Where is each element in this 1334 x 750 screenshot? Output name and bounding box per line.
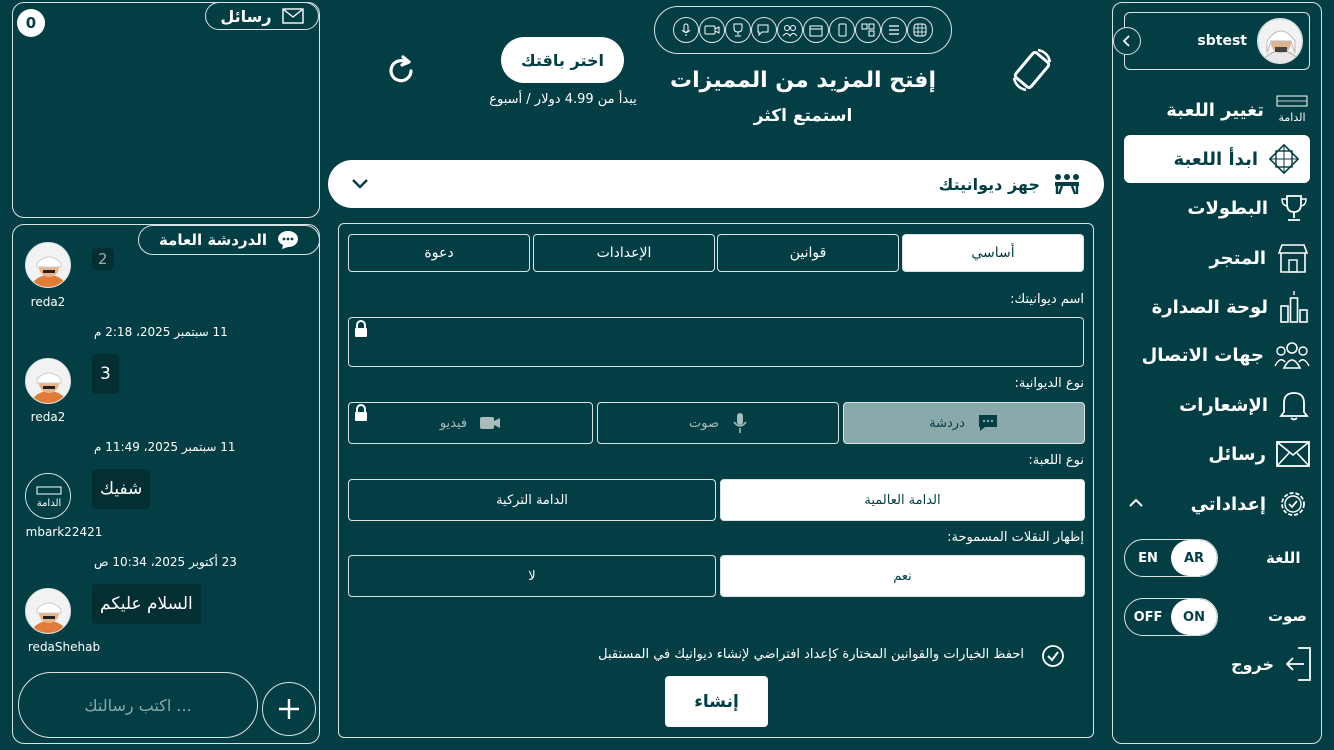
- qr-icon: [855, 17, 881, 43]
- gear-icon: [1276, 487, 1310, 521]
- logout-icon: [1284, 646, 1314, 682]
- chat-username[interactable]: reda2: [30, 410, 66, 424]
- grid-icon: [907, 17, 933, 43]
- sound-option-on[interactable]: ON: [1171, 599, 1217, 635]
- choose-plan-button[interactable]: اختر باقتك: [501, 37, 624, 83]
- group-icon: [777, 17, 803, 43]
- language-label: اللغة: [1266, 549, 1301, 567]
- messages-title: رسائل: [220, 6, 272, 26]
- sound-toggle[interactable]: [1124, 598, 1218, 636]
- logout-button[interactable]: [1220, 645, 1314, 683]
- plus-icon: [277, 697, 301, 721]
- promo-price: يبدأ من 4.99 دولار / أسبوع: [489, 92, 637, 107]
- messages-header[interactable]: [205, 2, 319, 30]
- language-toggle[interactable]: [1124, 539, 1218, 577]
- chat-bubble-icon: [277, 230, 299, 250]
- sidebar-item-label: جهات الاتصال: [1141, 344, 1264, 366]
- logout-label: خروج: [1231, 654, 1274, 674]
- sidebar-item-store[interactable]: [1124, 234, 1310, 282]
- trophy-icon: [1278, 192, 1310, 224]
- profile-username: sbtest: [1197, 33, 1247, 49]
- language-option-ar[interactable]: AR: [1171, 540, 1217, 576]
- tab-settings[interactable]: الإعدادات: [533, 234, 715, 272]
- save-default-text: احفظ الخيارات والقوانين المختارة كإعداد افتراضي لإنشاء ديوانيك في المستقبل: [598, 647, 1024, 662]
- board-icon: [1268, 143, 1300, 175]
- tab-rules[interactable]: قوانين: [717, 234, 899, 272]
- chat-message-bubble: شفيك: [92, 469, 150, 509]
- game-logo-icon: [1274, 94, 1310, 126]
- lock-icon: [354, 404, 368, 422]
- chat-timestamp: 11 سبتمبر 2025، 2:18 م: [94, 325, 228, 339]
- chat-message-bubble: 3: [92, 354, 119, 394]
- sidebar-item-tournaments[interactable]: [1124, 184, 1310, 232]
- room-type-video-label: فيديو: [439, 415, 468, 431]
- sidebar-item-contacts[interactable]: [1124, 331, 1310, 379]
- sidebar-item-messages[interactable]: [1124, 430, 1310, 478]
- sidebar-item-label: الإشعارات: [1179, 394, 1268, 416]
- contacts-icon: [1274, 340, 1310, 370]
- chat-username[interactable]: reda2: [30, 295, 66, 309]
- messages-panel: [12, 2, 320, 218]
- chat-username[interactable]: mbark22421: [25, 525, 103, 539]
- sidebar-item-label: رسائل: [1208, 443, 1266, 465]
- chat-icon: [751, 17, 777, 43]
- trophy-icon: [725, 17, 751, 43]
- language-option-en[interactable]: EN: [1138, 550, 1158, 566]
- list-icon: [881, 17, 907, 43]
- sidebar-item-label: لوحة الصدارة: [1151, 296, 1268, 318]
- game-type-international[interactable]: الدامة العالمية: [720, 479, 1085, 521]
- messages-count-badge: 0: [17, 9, 45, 37]
- video-camera-icon: [479, 416, 501, 430]
- allowed-moves-label: إظهار النقلات المسموحة:: [947, 530, 1084, 545]
- chat-input-placeholder: اكتب رسالتك ...: [84, 695, 192, 715]
- sound-option-off[interactable]: OFF: [1133, 609, 1163, 625]
- store-icon: [1276, 242, 1310, 274]
- sidebar-item-start-game[interactable]: [1124, 135, 1310, 183]
- chat-timestamp: 23 أكتوبر 2025، 10:34 ص: [94, 555, 237, 569]
- sidebar-item-notifications[interactable]: [1124, 381, 1310, 429]
- sidebar-item-label: البطولات: [1187, 197, 1268, 219]
- video-icon: [699, 17, 725, 43]
- add-button[interactable]: [262, 682, 316, 736]
- chat-input[interactable]: [18, 672, 258, 738]
- chat-timestamp: 11 سبتمبر 2025، 11:49 م: [94, 440, 236, 454]
- chevron-left-icon: [1122, 34, 1132, 48]
- name-input[interactable]: [348, 317, 1084, 367]
- sidebar-item-label: تغيير اللعبة: [1166, 99, 1264, 121]
- create-button[interactable]: إنشاء: [665, 676, 768, 727]
- profile-card[interactable]: [1124, 12, 1310, 70]
- sidebar-item-leaderboard[interactable]: [1124, 283, 1310, 331]
- room-type-voice[interactable]: [597, 402, 839, 444]
- promo-title: إفتح المزيد من المميزات: [670, 68, 936, 93]
- setup-dropdown-label: جهز ديوانيتك: [938, 174, 1040, 194]
- sidebar-item-label: إعداداتي: [1190, 493, 1266, 515]
- setup-dropdown[interactable]: [328, 160, 1104, 208]
- room-type-chat[interactable]: [843, 402, 1085, 444]
- sidebar-item-my-settings[interactable]: [1124, 480, 1310, 528]
- chat-bubble-icon: [977, 414, 999, 432]
- avatar[interactable]: [25, 358, 71, 404]
- avatar[interactable]: [25, 588, 71, 634]
- tab-invite[interactable]: دعوة: [348, 234, 530, 272]
- promo-subtitle: استمتع اكثر: [753, 106, 853, 126]
- envelope-icon: [282, 8, 304, 24]
- room-type-voice-label: صوت: [689, 415, 719, 431]
- phone-icon: [829, 17, 855, 43]
- avatar: [1257, 18, 1303, 64]
- bell-icon: [1278, 388, 1310, 422]
- collapse-sidebar-button[interactable]: [1113, 27, 1141, 55]
- room-type-label: نوع الديوانية:: [1014, 376, 1084, 391]
- sidebar-item-label: ابدأ اللعبة: [1173, 148, 1258, 170]
- avatar[interactable]: [25, 242, 71, 288]
- calendar-icon: [803, 17, 829, 43]
- lock-icon: [354, 320, 368, 338]
- allowed-moves-yes[interactable]: نعم: [720, 555, 1085, 597]
- sidebar-item-change-game[interactable]: [1124, 86, 1310, 134]
- rotate-device-icon[interactable]: [1008, 46, 1056, 94]
- name-label: اسم ديوانيتك:: [1010, 292, 1084, 307]
- leaderboard-icon: [1278, 290, 1310, 324]
- feature-icons-bar: [654, 6, 952, 54]
- room-type-video[interactable]: [348, 402, 593, 444]
- game-logo-text: الدامة: [1278, 111, 1306, 124]
- game-type-label: نوع اللعبة:: [1028, 453, 1084, 468]
- chevron-down-icon: [350, 178, 370, 190]
- room-type-chat-label: دردشة: [929, 415, 965, 431]
- mic-icon: [733, 412, 747, 434]
- sidebar-item-label: المتجر: [1209, 247, 1266, 269]
- mail-icon: [1276, 441, 1310, 467]
- chat-message-bubble: 2: [92, 248, 114, 270]
- mic-icon: [673, 17, 699, 43]
- game-logo-text: الدامة: [36, 498, 62, 509]
- game-type-turkish[interactable]: الدامة التركية: [348, 479, 716, 521]
- chat-username[interactable]: redaShehab: [27, 640, 101, 654]
- avatar[interactable]: [25, 473, 71, 519]
- save-default-checkbox[interactable]: [1041, 644, 1065, 668]
- public-chat-header[interactable]: [138, 225, 320, 255]
- people-table-icon: [1052, 172, 1082, 196]
- public-chat-title: الدردشة العامة: [158, 231, 268, 249]
- refresh-icon[interactable]: [384, 54, 418, 88]
- tab-basic[interactable]: أساسي: [902, 234, 1084, 272]
- chat-message-bubble: السلام عليكم: [92, 584, 201, 624]
- allowed-moves-no[interactable]: لا: [348, 555, 716, 597]
- chevron-up-icon[interactable]: [1128, 497, 1144, 509]
- sound-label: صوت: [1268, 607, 1307, 625]
